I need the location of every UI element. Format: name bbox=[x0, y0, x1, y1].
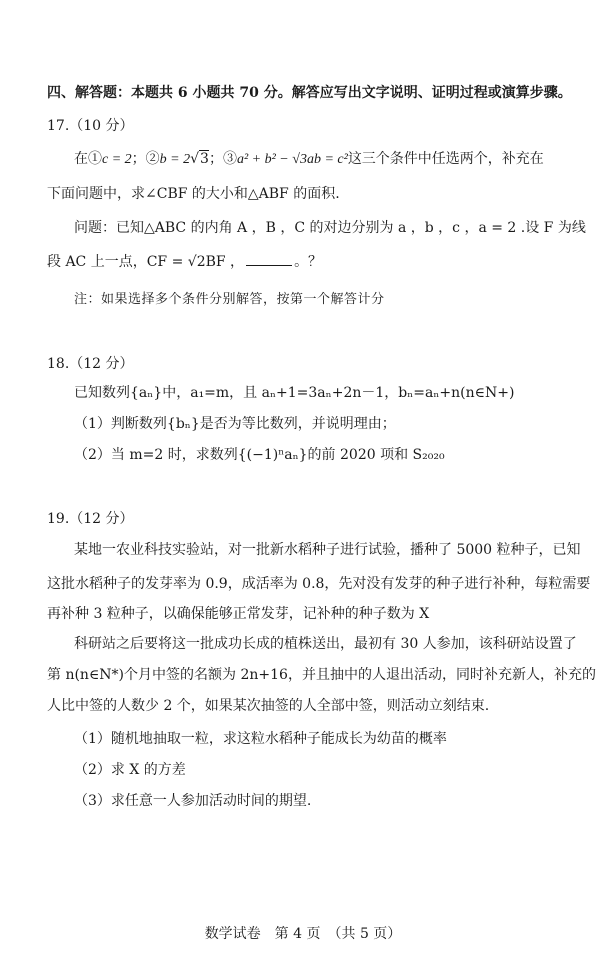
q19-part1: （1）随机地抽取一粒，求这粒水稻种子能成长为幼苗的概率 bbox=[74, 731, 447, 747]
q17-cond-prefix: 在① bbox=[74, 151, 102, 167]
q17-cond3: a² + b² − √3ab = c² bbox=[236, 152, 348, 167]
q19-p2-line2: 第 n(n∈N*)个月中签的名额为 2n+16，并且抽中的人退出活动，同时补充新人，补充的 bbox=[47, 667, 596, 683]
q19-part3: （3）求任意一人参加活动时间的期望. bbox=[74, 793, 312, 809]
q19-p2-line1: 科研站之后要将这一批成功长成的植株送出，最初有 30 人参加，该科研站设置了 bbox=[74, 636, 577, 652]
q17-line4 bbox=[47, 253, 322, 271]
q18-part2: （2）当 m=2 时，求数列{(−1)ⁿaₙ}的前 2020 项和 S₂₀₂₀ bbox=[74, 447, 445, 463]
q19-p1-line3: 再补种 3 粒种子，以确保能够正常发芽，记补种的种子数为 X bbox=[47, 606, 430, 622]
q17-line3: 问题：已知△ABC 的内角 A ，B ，C 的对边分别为 a ，b ，c ，a = 2 .设 F 为线 bbox=[74, 220, 586, 236]
q17-conditions-line: 在①c = 2；②b = 2√3；③a² + b² − √3ab = c²这三个条件中任选两个，补充在 bbox=[74, 151, 544, 167]
q17-cond-suffix: 这三个条件中任选两个，补充在 bbox=[347, 151, 544, 167]
q19-part2: （2）求 X 的方差 bbox=[74, 762, 186, 778]
q17-number: 17.（10 分） bbox=[47, 118, 134, 134]
q17-sep2: ；③ bbox=[208, 151, 237, 167]
q17-line2: 下面问题中，求∠CBF 的大小和△ABF 的面积. bbox=[47, 186, 340, 202]
q19-number: 19.（12 分） bbox=[47, 511, 134, 527]
q19-p1-line1: 某地一农业科技实验站，对一批新水稻种子进行试验，播种了 5000 粒种子，已知 bbox=[74, 542, 581, 558]
q19-p2-line3: 人比中签的人数少 2 个，如果某次抽签的人全部中签，则活动立刻结束. bbox=[47, 698, 490, 714]
q18-number: 18.（12 分） bbox=[47, 356, 134, 372]
q17-line4-suffix: 。？ bbox=[294, 254, 323, 270]
q17-note: 注：如果选择多个条件分别解答，按第一个解答计分 bbox=[74, 292, 385, 307]
q18-part1: （1）判断数列{bₙ}是否为等比数列，并说明理由； bbox=[74, 416, 396, 432]
q17-cond1: c = 2 bbox=[102, 152, 132, 167]
answer-blank bbox=[246, 253, 292, 266]
q17-sep1: ；② bbox=[131, 151, 160, 167]
section-heading: 四、解答题：本题共 6 小题共 70 分。解答应写出文字说明、证明过程或演算步骤。 bbox=[47, 85, 572, 101]
q17-cond2: b = 2 bbox=[159, 152, 191, 167]
q17-cond2-root: 3 bbox=[200, 151, 209, 167]
q17-line4-prefix: 段 AC 上一点，CF = √2BF ， bbox=[47, 254, 245, 270]
q19-p1-line2: 这批水稻种子的发芽率为 0.9，成活率为 0.8，先对没有发芽的种子进行补种，每粒需要 bbox=[47, 576, 591, 592]
page-footer: 数学试卷 第 4 页 （共 5 页） bbox=[204, 926, 402, 942]
q18-stem: 已知数列{aₙ}中，a₁=m，且 aₙ+1=3aₙ+2n－1，bₙ=aₙ+n(n∈N+) bbox=[74, 385, 515, 401]
